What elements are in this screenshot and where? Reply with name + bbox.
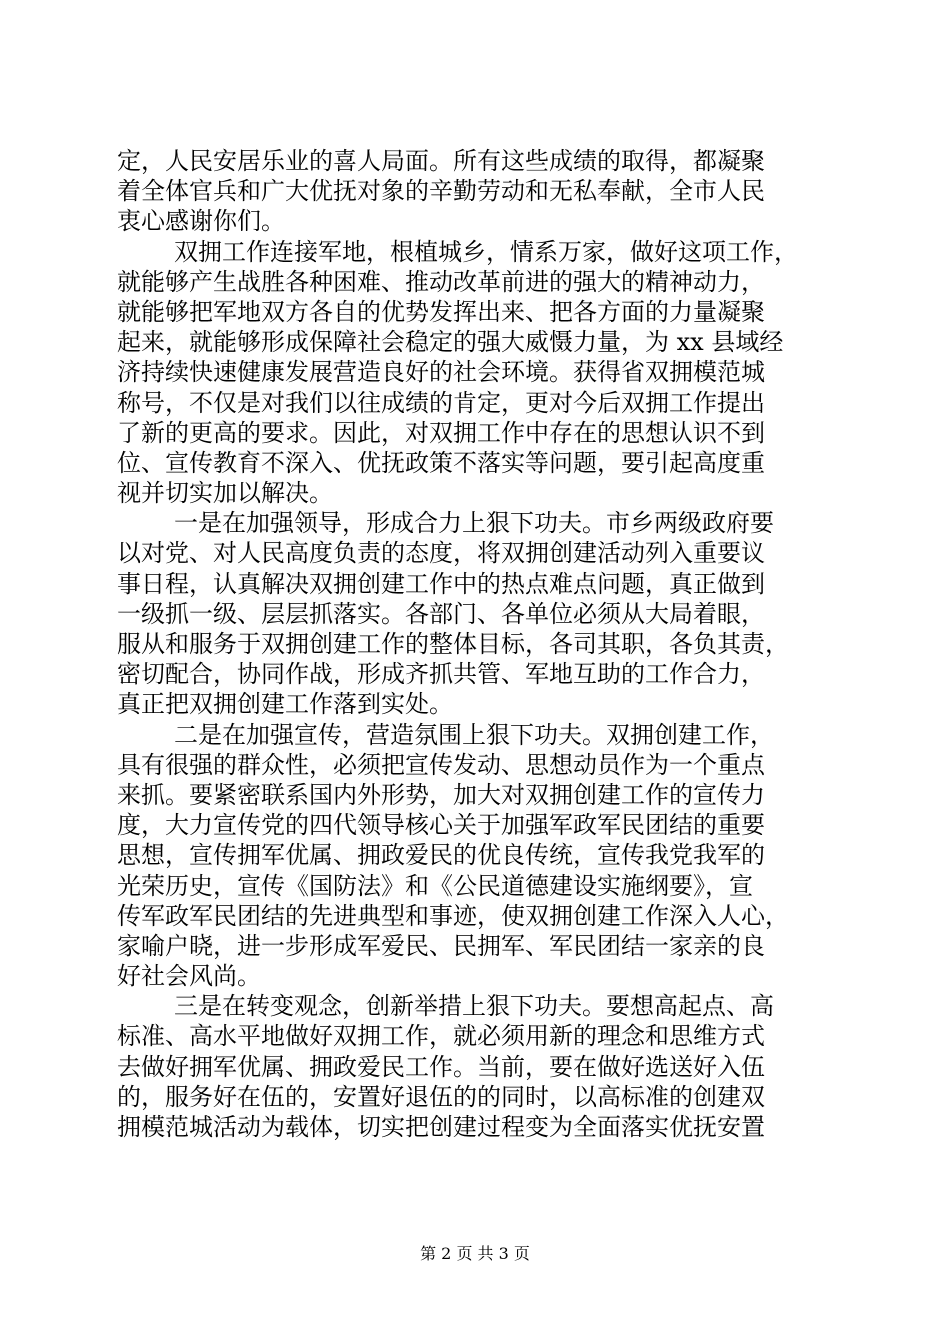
text-line: 度，大力宣传党的四代领导核心关于加强军政军民团结的重要 xyxy=(117,811,765,840)
text-line: 称号，不仅是对我们以往成绩的肯定，更对今后双拥工作提出 xyxy=(117,388,765,417)
text-line: 事日程，认真解决双拥创建工作中的热点难点问题，真正做到 xyxy=(117,569,765,598)
text-line: 济持续快速健康发展营造良好的社会环境。获得省双拥模范城 xyxy=(117,358,765,387)
text-line: 了新的更高的要求。因此，对双拥工作中存在的思想认识不到 xyxy=(117,418,765,447)
text-line: 真正把双拥创建工作落到实处。 xyxy=(117,690,453,719)
paragraph-first-line: 一是在加强领导，形成合力上狠下功夫。市乡两级政府要 xyxy=(174,509,774,538)
text-line: 位、宣传教育不深入、优抚政策不落实等问题，要引起高度重 xyxy=(117,448,765,477)
paragraph-first-line: 三是在转变观念，创新举措上狠下功夫。要想高起点、高 xyxy=(174,992,774,1021)
text-line: 视并切实加以解决。 xyxy=(117,479,333,508)
text-line: 具有很强的群众性，必须把宣传发动、思想动员作为一个重点 xyxy=(117,750,765,779)
text-line: 衷心感谢你们。 xyxy=(117,207,285,236)
text-line: 的，服务好在伍的，安置好退伍的的同时，以高标准的创建双 xyxy=(117,1082,765,1111)
text-line: 拥模范城活动为载体，切实把创建过程变为全面落实优抚安置 xyxy=(117,1113,765,1141)
paragraph-first-line: 双拥工作连接军地，根植城乡，情系万家，做好这项工作， xyxy=(174,237,798,266)
text-line: 服从和服务于双拥创建工作的整体目标，各司其职，各负其责， xyxy=(117,630,789,658)
document-body xyxy=(117,146,843,1142)
text-line: 去做好拥军优属、拥政爱民工作。当前，要在做好选送好入伍 xyxy=(117,1052,765,1081)
text-line: 来抓。要紧密联系国内外形势，加大对双拥创建工作的宣传力 xyxy=(117,780,765,809)
text-line: 传军政军民团结的先进典型和事迹，使双拥创建工作深入人心， xyxy=(117,901,789,930)
paragraph-first-line: 二是在加强宣传，营造氛围上狠下功夫。双拥创建工作， xyxy=(174,720,774,749)
text-line: 着全体官兵和广大优抚对象的辛勤劳动和无私奉献，全市人民 xyxy=(117,177,765,206)
text-line: 光荣历史，宣传《国防法》和《公民道德建设实施纲要》，宣 xyxy=(117,871,753,900)
text-line: 密切配合，协同作战，形成齐抓共管、军地互助的工作合力， xyxy=(117,660,765,689)
text-line: 好社会风尚。 xyxy=(117,962,261,991)
text-line: 起来，就能够形成保障社会稳定的强大威慑力量，为 xx 县域经 xyxy=(117,328,784,357)
text-line: 家喻户晓，进一步形成军爱民、民拥军、军民团结一家亲的良 xyxy=(117,931,765,960)
text-line: 定，人民安居乐业的喜人局面。所有这些成绩的取得，都凝聚 xyxy=(117,147,765,175)
text-line: 思想，宣传拥军优属、拥政爱民的优良传统，宣传我党我军的 xyxy=(117,841,765,870)
text-line: 标准、高水平地做好双拥工作，就必须用新的理念和思维方式 xyxy=(117,1022,765,1051)
text-line: 就能够产生战胜各种困难、推动改革前进的强大的精神动力， xyxy=(117,267,765,296)
text-line: 就能够把军地双方各自的优势发挥出来、把各方面的力量凝聚 xyxy=(117,297,765,326)
text-line: 以对党、对人民高度负责的态度，将双拥创建活动列入重要议 xyxy=(117,539,765,568)
page-footer: 第 2 页 共 3 页 xyxy=(420,1244,530,1263)
text-line: 一级抓一级、层层抓落实。各部门、各单位必须从大局着眼， xyxy=(117,599,765,628)
